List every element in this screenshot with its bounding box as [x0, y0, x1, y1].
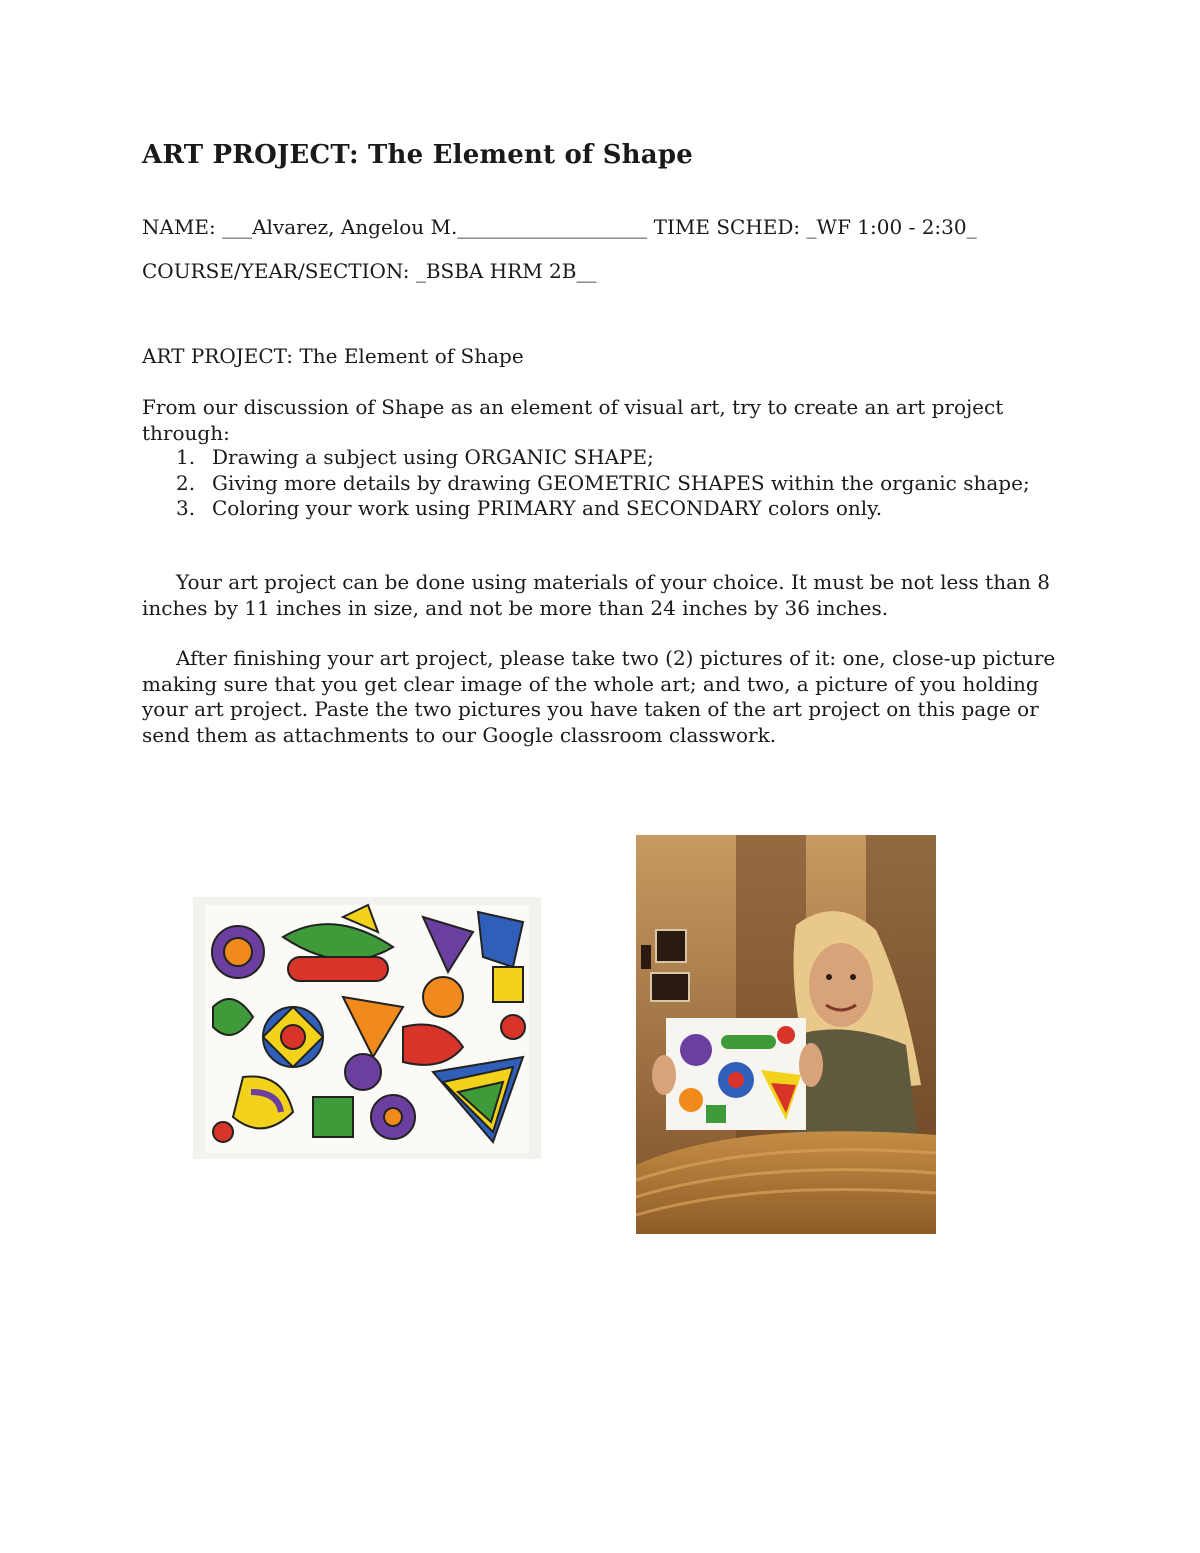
course-year-section-line: COURSE/YEAR/SECTION: _BSBA HRM 2B__	[142, 259, 597, 283]
document-title: ART PROJECT: The Element of Shape	[142, 140, 693, 170]
person-holding-art-photo	[636, 835, 936, 1234]
section-heading: ART PROJECT: The Element of Shape	[142, 344, 524, 368]
list-item-text: Coloring your work using PRIMARY and SECONDARY colors only.	[212, 496, 883, 520]
artwork-image	[193, 897, 541, 1159]
list-item-number: 3.	[176, 496, 196, 520]
list-item	[142, 496, 1072, 522]
name-time-line: NAME: ___Alvarez, Angelou M.___________________ TIME SCHED: _WF 1:00 - 2:30_	[142, 215, 977, 239]
list-item	[142, 445, 1072, 471]
list-item-text: Drawing a subject using ORGANIC SHAPE;	[212, 445, 654, 469]
list-item-number: 2.	[176, 470, 196, 495]
materials-paragraph: Your art project can be done using materials of your choice. It must be not less than 8 inches by 11 inches in size, and not be more than 24 inches by 36 inches.	[142, 570, 1050, 620]
list-item-number: 1.	[176, 445, 196, 469]
instructions-paragraph: After finishing your art project, please take two (2) pictures of it: one, close-up picture making sure that you get clear image of the whole art; and two, a picture of you holding your art project. Paste the two pictures you have taken of the art project on this page or send them as attachments to our Google classroom classwork.	[142, 646, 1056, 747]
list-item	[142, 471, 1072, 497]
intro-paragraph: From our discussion of Shape as an element of visual art, try to create an art project through:	[142, 395, 1004, 445]
steps-list	[142, 445, 1072, 522]
list-item-text: Giving more details by drawing GEOMETRIC SHAPES within the organic shape;	[212, 470, 1030, 495]
person-image	[636, 835, 936, 1234]
artwork-photo	[193, 897, 541, 1159]
